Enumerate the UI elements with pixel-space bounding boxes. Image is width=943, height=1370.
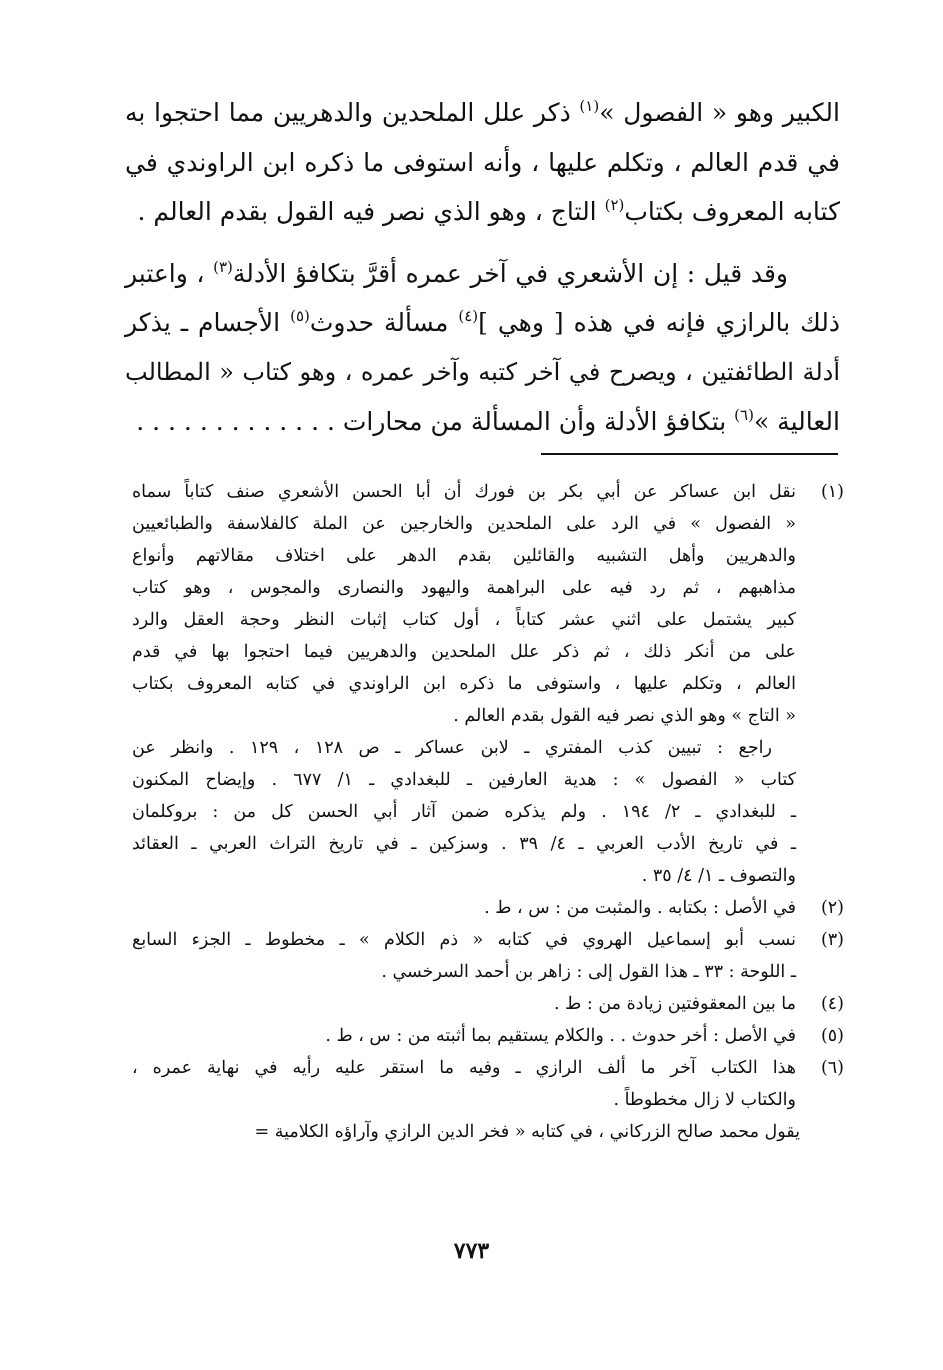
footnote-line: نقل ابن عساكر عن أبي بكر بن فورك أن أبا الحسن الأشعري صنف كتاباً سماه — [132, 482, 796, 502]
footnote-line: والتصوف ـ ١/ ٤/ ٣٥ . — [641, 866, 796, 886]
footnote-5 — [132, 1020, 844, 1052]
footnote-number: (٤) — [820, 994, 844, 1014]
footnote-line: ما بين المعقوفتين زيادة من : ط . — [554, 994, 796, 1014]
footnote-2 — [132, 892, 844, 924]
paragraph-2 — [125, 249, 840, 447]
footnote-ref[interactable]: (٤) — [458, 307, 479, 325]
main-text — [125, 88, 840, 447]
footnote-line: والكتاب لا زال مخطوطاً . — [613, 1090, 796, 1110]
footnote-line: ـ للبغدادي ـ ٢/ ١٩٤ . ولم يذكره ضمن آثار أبي الحسن كل من : بروكلمان — [132, 802, 796, 822]
footnote-body — [132, 1116, 824, 1148]
footnote-body — [132, 1052, 796, 1116]
footnote-body — [132, 1020, 796, 1052]
footnote-6 — [132, 1052, 844, 1116]
footnote-ref[interactable]: (٥) — [290, 307, 310, 325]
footnote-ref[interactable]: (٣) — [213, 257, 233, 276]
footnote-number: (٢) — [820, 898, 844, 918]
footnote-ref[interactable]: (٦) — [734, 406, 754, 424]
footnote-line: كبير يشتمل على اثني عشر كتاباً ، أول كتاب إثبات النظر وحجة العقل والرد — [132, 610, 796, 630]
paragraph-1 — [125, 88, 840, 237]
footnote-number: (٥) — [820, 1026, 844, 1046]
footnote-line: يقول محمد صالح الزركاني ، في كتابه « فخر الدين الرازي وآراؤه الكلامية = — [254, 1122, 800, 1142]
footnote-ref[interactable]: (٢) — [604, 196, 625, 214]
footnote-line: مذاهبهم ، ثم رد فيه على البراهمة واليهود والنصارى والمجوس ، وهو كتاب — [132, 578, 796, 598]
text-line: كتابه المعروف بكتاب$^{(٢)}$ التاج ، وهو الذي نصر فيه القول بقدم العالم . — [137, 196, 840, 226]
footnote-number: (١) — [820, 482, 844, 502]
footnote-body — [132, 924, 796, 988]
footnote-separator — [541, 453, 838, 455]
footnote-body — [132, 988, 796, 1020]
footnote-1 — [132, 476, 844, 732]
footnote-line: والدهريين وأهل التشبيه والقائلين بقدم الدهر على اختلاف مقالاتهم وأنواع — [132, 546, 796, 566]
footnote-line: العالم ، وتكلم عليها ، واستوفى ما ذكره ابن الراوندي في كتابه المعروف بكتاب — [132, 674, 796, 694]
footnote-line: راجع : تبيين كذب المفتري ـ لابن عساكر ـ ص ١٢٨ ، ١٢٩ . وانظر عن — [132, 738, 772, 758]
footnote-1-references — [132, 732, 844, 892]
footnote-line: في الأصل : بكتابه . والمثبت من : س ، ط . — [484, 898, 796, 918]
text-line: في قدم العالم ، وتكلم عليها ، وأنه استوفى ما ذكره ابن الراوندي في — [125, 147, 840, 177]
text-line: وقد قيل : إن الأشعري في آخر عمره أقرَّ بتكافؤ الأدلة$^{(٣)}$ ، واعتبر — [125, 257, 788, 288]
page-number: ٧٧٣ — [453, 1238, 490, 1264]
footnote-ref[interactable]: (١) — [579, 97, 600, 115]
footnote-3 — [132, 924, 844, 988]
text-line: الكبير وهو « الفصول »$^{(١)}$ ذكر علل الملحدين والدهريين مما احتجوا به — [125, 97, 840, 127]
footnote-body — [132, 732, 796, 892]
footnote-line: كتاب « الفصول » : هدية العارفين ـ للبغدادي ـ ١/ ٦٧٧ . وإيضاح المكنون — [132, 770, 797, 790]
footnote-6-continuation — [132, 1116, 844, 1148]
footnote-number: (٣) — [820, 930, 844, 950]
footnote-line: هذا الكتاب آخر ما ألف الرازي ـ وفيه ما استقر عليه رأيه في نهاية عمره ، — [132, 1058, 796, 1078]
footnote-line: « الفصول » في الرد على الملحدين والخارجين عن الملة كالفلاسفة والطبائعيين — [132, 514, 796, 534]
footnote-number — [796, 732, 844, 892]
footnote-line: على من أنكر ذلك ، ثم ذكر علل الملحدين والدهريين فيما احتجوا بها في قدم — [132, 642, 796, 662]
text-line: العالية »$^{(٦)}$ بتكافؤ الأدلة وأن المسألة من محارات . . . . . . . . . . . . . — [136, 406, 840, 436]
footnote-line: في الأصل : أخر حدوث . . والكلام يستقيم بما أثبته من : س ، ط . — [325, 1026, 796, 1046]
text-line: أدلة الطائفتين ، ويصرح في آخر كتبه وآخر عمره ، وهو كتاب « المطالب — [125, 357, 840, 386]
footnote-number: (٦) — [820, 1058, 844, 1078]
text-line: ذلك بالرازي فإنه في هذه [ وهي ]$^{(٤)}$ مسألة حدوث$^{(٥)}$ الأجسام ـ يذكر — [125, 307, 841, 337]
footnote-4 — [132, 988, 844, 1020]
footnote-line: « التاج » وهو الذي نصر فيه القول بقدم العالم . — [453, 706, 796, 726]
footnote-line: ـ اللوحة : ٣٣ ـ هذا القول إلى : زاهر بن أحمد السرخسي . — [381, 962, 796, 982]
footnote-line: نسب أبو إسماعيل الهروي في كتابه « ذم الكلام » ـ مخطوط ـ الجزء السابع — [132, 930, 796, 950]
footnote-body — [132, 476, 796, 732]
footnotes — [132, 476, 844, 1148]
footnote-body — [132, 892, 796, 924]
footnote-line: ـ في تاريخ الأدب العربي ـ ٤/ ٣٩ . وسزكين ـ في تاريخ التراث العربي ـ العقائد — [132, 834, 796, 854]
